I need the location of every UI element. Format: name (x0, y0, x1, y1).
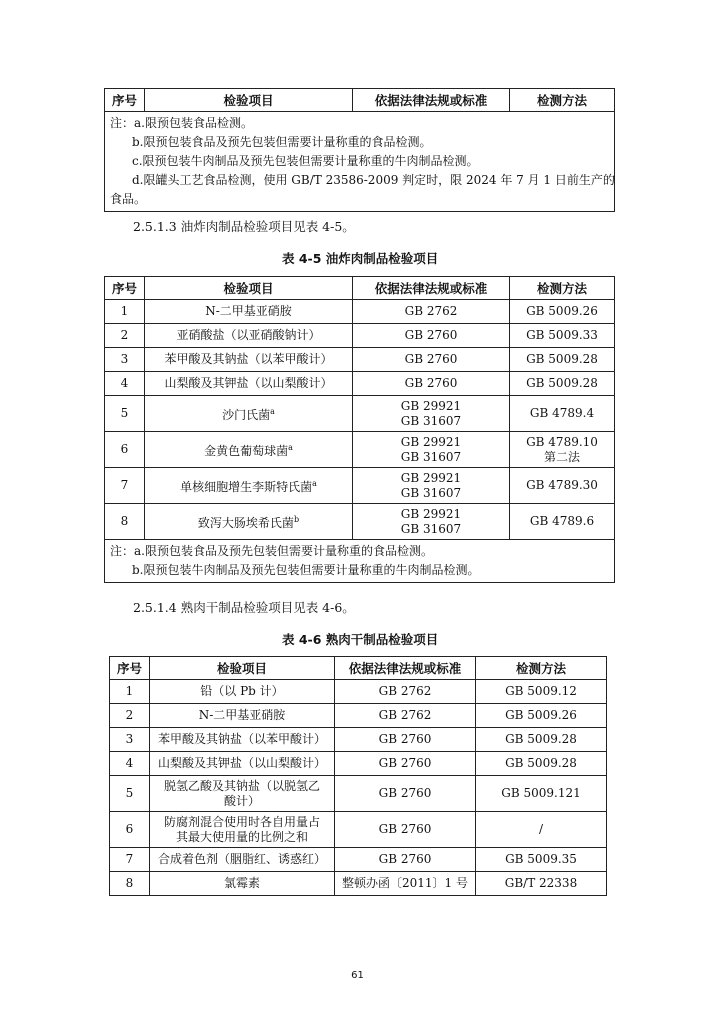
cell-standard: GB 2760 (335, 776, 476, 812)
cell-item (150, 680, 335, 704)
table-row (110, 680, 607, 704)
cell-standard (353, 432, 510, 468)
cell-item (150, 704, 335, 728)
cell-no: 8 (110, 872, 150, 896)
cell-method: / (476, 812, 607, 848)
cell-method (510, 300, 615, 324)
table-caption: 表 4-6 熟肉干制品检验项目 (282, 632, 439, 647)
table-row (110, 776, 607, 812)
item-text: 其最大使用量的比例之和 (175, 829, 308, 844)
table-continued (104, 88, 615, 212)
cell-item (150, 812, 335, 848)
table-row (105, 300, 615, 324)
standard-text: GB 2760 (404, 352, 458, 366)
footnote-marker: a (312, 479, 317, 488)
table-4-6 (109, 656, 607, 896)
cell-method (510, 372, 615, 396)
item-text: 致泻大肠埃希氏菌 (197, 516, 294, 530)
header-standard: 依据法律法规或标准 (353, 89, 510, 112)
cell-standard (353, 324, 510, 348)
table-row (105, 468, 615, 504)
header-method: 检测方法 (510, 89, 615, 112)
item-text: 沙门氏菌 (222, 408, 271, 422)
cell-no: 8 (105, 504, 145, 540)
cell-method (510, 468, 615, 504)
cell-no: 4 (105, 372, 145, 396)
cell-standard: GB 2760 (335, 812, 476, 848)
header-item: 检验项目 (145, 277, 353, 300)
item-text: 铅（以 Pb 计） (200, 684, 284, 698)
table-row (105, 432, 615, 468)
cell-no: 3 (110, 728, 150, 752)
cell-standard (353, 468, 510, 504)
header-standard: 依据法律法规或标准 (335, 657, 476, 680)
cell-method: GB 5009.28 (476, 752, 607, 776)
method-text: GB 4789.6 (529, 514, 595, 528)
cell-method: GB 5009.121 (476, 776, 607, 812)
item-text: 防腐剂混合使用时各自用量占 (163, 814, 320, 829)
method-text: GB 5009.28 (526, 376, 598, 390)
table-note (105, 540, 615, 583)
method-text: GB 5009.28 (526, 352, 598, 366)
cell-no: 7 (105, 468, 145, 504)
standard-text: GB 29921 (400, 506, 462, 521)
cell-no: 1 (105, 300, 145, 324)
standard-text: GB 29921 (400, 434, 462, 449)
cell-no: 7 (110, 848, 150, 872)
header-item: 检验项目 (150, 657, 335, 680)
cell-item (150, 728, 335, 752)
cell-method (510, 396, 615, 432)
cell-standard: GB 2760 (335, 752, 476, 776)
cell-no: 4 (110, 752, 150, 776)
cell-item (150, 776, 335, 812)
table-row (105, 324, 615, 348)
cell-standard (353, 348, 510, 372)
item-text: N-二甲基亚硝胺 (205, 304, 292, 318)
cell-method: GB 5009.12 (476, 680, 607, 704)
table-row (110, 812, 607, 848)
item-text: 氯霉素 (223, 876, 260, 890)
method-text: GB 5009.26 (526, 304, 598, 318)
cell-no: 5 (110, 776, 150, 812)
item-text: 苯甲酸及其钠盐（以苯甲酸计） (157, 732, 326, 746)
cell-item (145, 396, 353, 432)
cell-method (510, 324, 615, 348)
header-method: 检测方法 (476, 657, 607, 680)
cell-no: 2 (110, 704, 150, 728)
item-text: 合成着色剂（胭脂红、诱惑红） (157, 852, 326, 866)
cell-standard (353, 396, 510, 432)
note-line: 注：a.限预包装食品及预先包装但需要计量称重的食品检测。 (110, 544, 433, 558)
item-text: 单核细胞增生李斯特氏菌 (180, 480, 313, 494)
note-line: c.限预包装牛肉制品及预先包装但需要计量称重的牛肉制品检测。 (132, 154, 479, 168)
cell-no: 6 (110, 812, 150, 848)
paragraph: 2.5.1.3 油炸肉制品检验项目见表 4-5。 (133, 219, 355, 234)
cell-no: 2 (105, 324, 145, 348)
cell-no: 3 (105, 348, 145, 372)
note-line: 食品。 (110, 192, 147, 206)
cell-no: 1 (110, 680, 150, 704)
table-4-5 (104, 276, 615, 583)
item-text: 亚硝酸盐（以亚硝酸钠计） (176, 328, 321, 342)
item-text: 山梨酸及其钾盐（以山梨酸计） (164, 376, 333, 390)
cell-standard (353, 504, 510, 540)
table-row (110, 872, 607, 896)
item-text: 苯甲酸及其钠盐（以苯甲酸计） (164, 352, 333, 366)
standard-text: GB 29921 (400, 470, 462, 485)
page-number: 61 (351, 970, 364, 981)
item-text: 山梨酸及其钾盐（以山梨酸计） (157, 756, 326, 770)
method-text: GB 5009.33 (526, 328, 598, 342)
table-caption: 表 4-5 油炸肉制品检验项目 (282, 251, 439, 266)
item-text: N-二甲基亚硝胺 (198, 708, 286, 722)
standard-text: GB 2760 (404, 328, 458, 342)
note-line: 注：a.限预包装食品检测。 (110, 116, 253, 130)
table-row (105, 348, 615, 372)
table-row (110, 848, 607, 872)
note-line: b.限预包装食品及预先包装但需要计量称重的食品检测。 (132, 135, 432, 149)
item-text: 金黄色葡萄球菌 (204, 444, 289, 458)
method-text: GB 4789.30 (526, 478, 598, 492)
method-text: GB 4789.4 (529, 406, 595, 420)
footnote-marker: b (293, 515, 300, 524)
table-row (105, 396, 615, 432)
header-item: 检验项目 (145, 89, 353, 112)
method-text: 第二法 (543, 449, 580, 464)
header-no: 序号 (105, 277, 145, 300)
method-text: GB 4789.10 (526, 434, 598, 449)
header-no: 序号 (105, 89, 145, 112)
cell-item (150, 848, 335, 872)
cell-item (145, 300, 353, 324)
note-line: b.限预包装牛肉制品及预先包装但需要计量称重的牛肉制品检测。 (132, 563, 480, 577)
item-text: 酸计） (223, 793, 260, 808)
cell-method (510, 348, 615, 372)
cell-standard: GB 2760 (335, 728, 476, 752)
paragraph: 2.5.1.4 熟肉干制品检验项目见表 4-6。 (133, 600, 355, 615)
footnote-marker: a (270, 407, 275, 416)
cell-item (145, 432, 353, 468)
cell-standard: 整顿办函〔2011〕1 号 (335, 872, 476, 896)
cell-standard: GB 2762 (335, 680, 476, 704)
cell-item (150, 752, 335, 776)
cell-item (150, 872, 335, 896)
cell-method (510, 504, 615, 540)
cell-method: GB 5009.28 (476, 728, 607, 752)
cell-item (145, 324, 353, 348)
standard-text: GB 2760 (404, 376, 458, 390)
standard-text: GB 29921 (400, 398, 462, 413)
cell-item (145, 372, 353, 396)
cell-no: 5 (105, 396, 145, 432)
cell-standard (353, 372, 510, 396)
table-row (105, 504, 615, 540)
cell-no: 6 (105, 432, 145, 468)
cell-method (510, 432, 615, 468)
table-note (105, 112, 615, 212)
item-text: 脱氢乙酸及其钠盐（以脱氢乙 (163, 778, 320, 793)
standard-text: GB 31607 (400, 449, 462, 464)
footnote-marker: a (288, 443, 293, 452)
table-row (110, 704, 607, 728)
cell-method: GB/T 22338 (476, 872, 607, 896)
cell-method: GB 5009.35 (476, 848, 607, 872)
table-row (110, 728, 607, 752)
cell-standard: GB 2760 (335, 848, 476, 872)
cell-item (145, 468, 353, 504)
header-no: 序号 (110, 657, 150, 680)
note-line: d.限罐头工艺食品检测，使用 GB/T 23586-2009 判定时，限 2024 年 7 月 1 日前生产的 (132, 173, 615, 187)
standard-text: GB 2762 (404, 304, 458, 318)
cell-standard: GB 2762 (335, 704, 476, 728)
cell-standard (353, 300, 510, 324)
table-row (110, 752, 607, 776)
header-method: 检测方法 (510, 277, 615, 300)
cell-item (145, 348, 353, 372)
header-standard: 依据法律法规或标准 (353, 277, 510, 300)
standard-text: GB 31607 (400, 521, 462, 536)
cell-method: GB 5009.26 (476, 704, 607, 728)
standard-text: GB 31607 (400, 485, 462, 500)
standard-text: GB 31607 (400, 413, 462, 428)
table-row (105, 372, 615, 396)
cell-item (145, 504, 353, 540)
